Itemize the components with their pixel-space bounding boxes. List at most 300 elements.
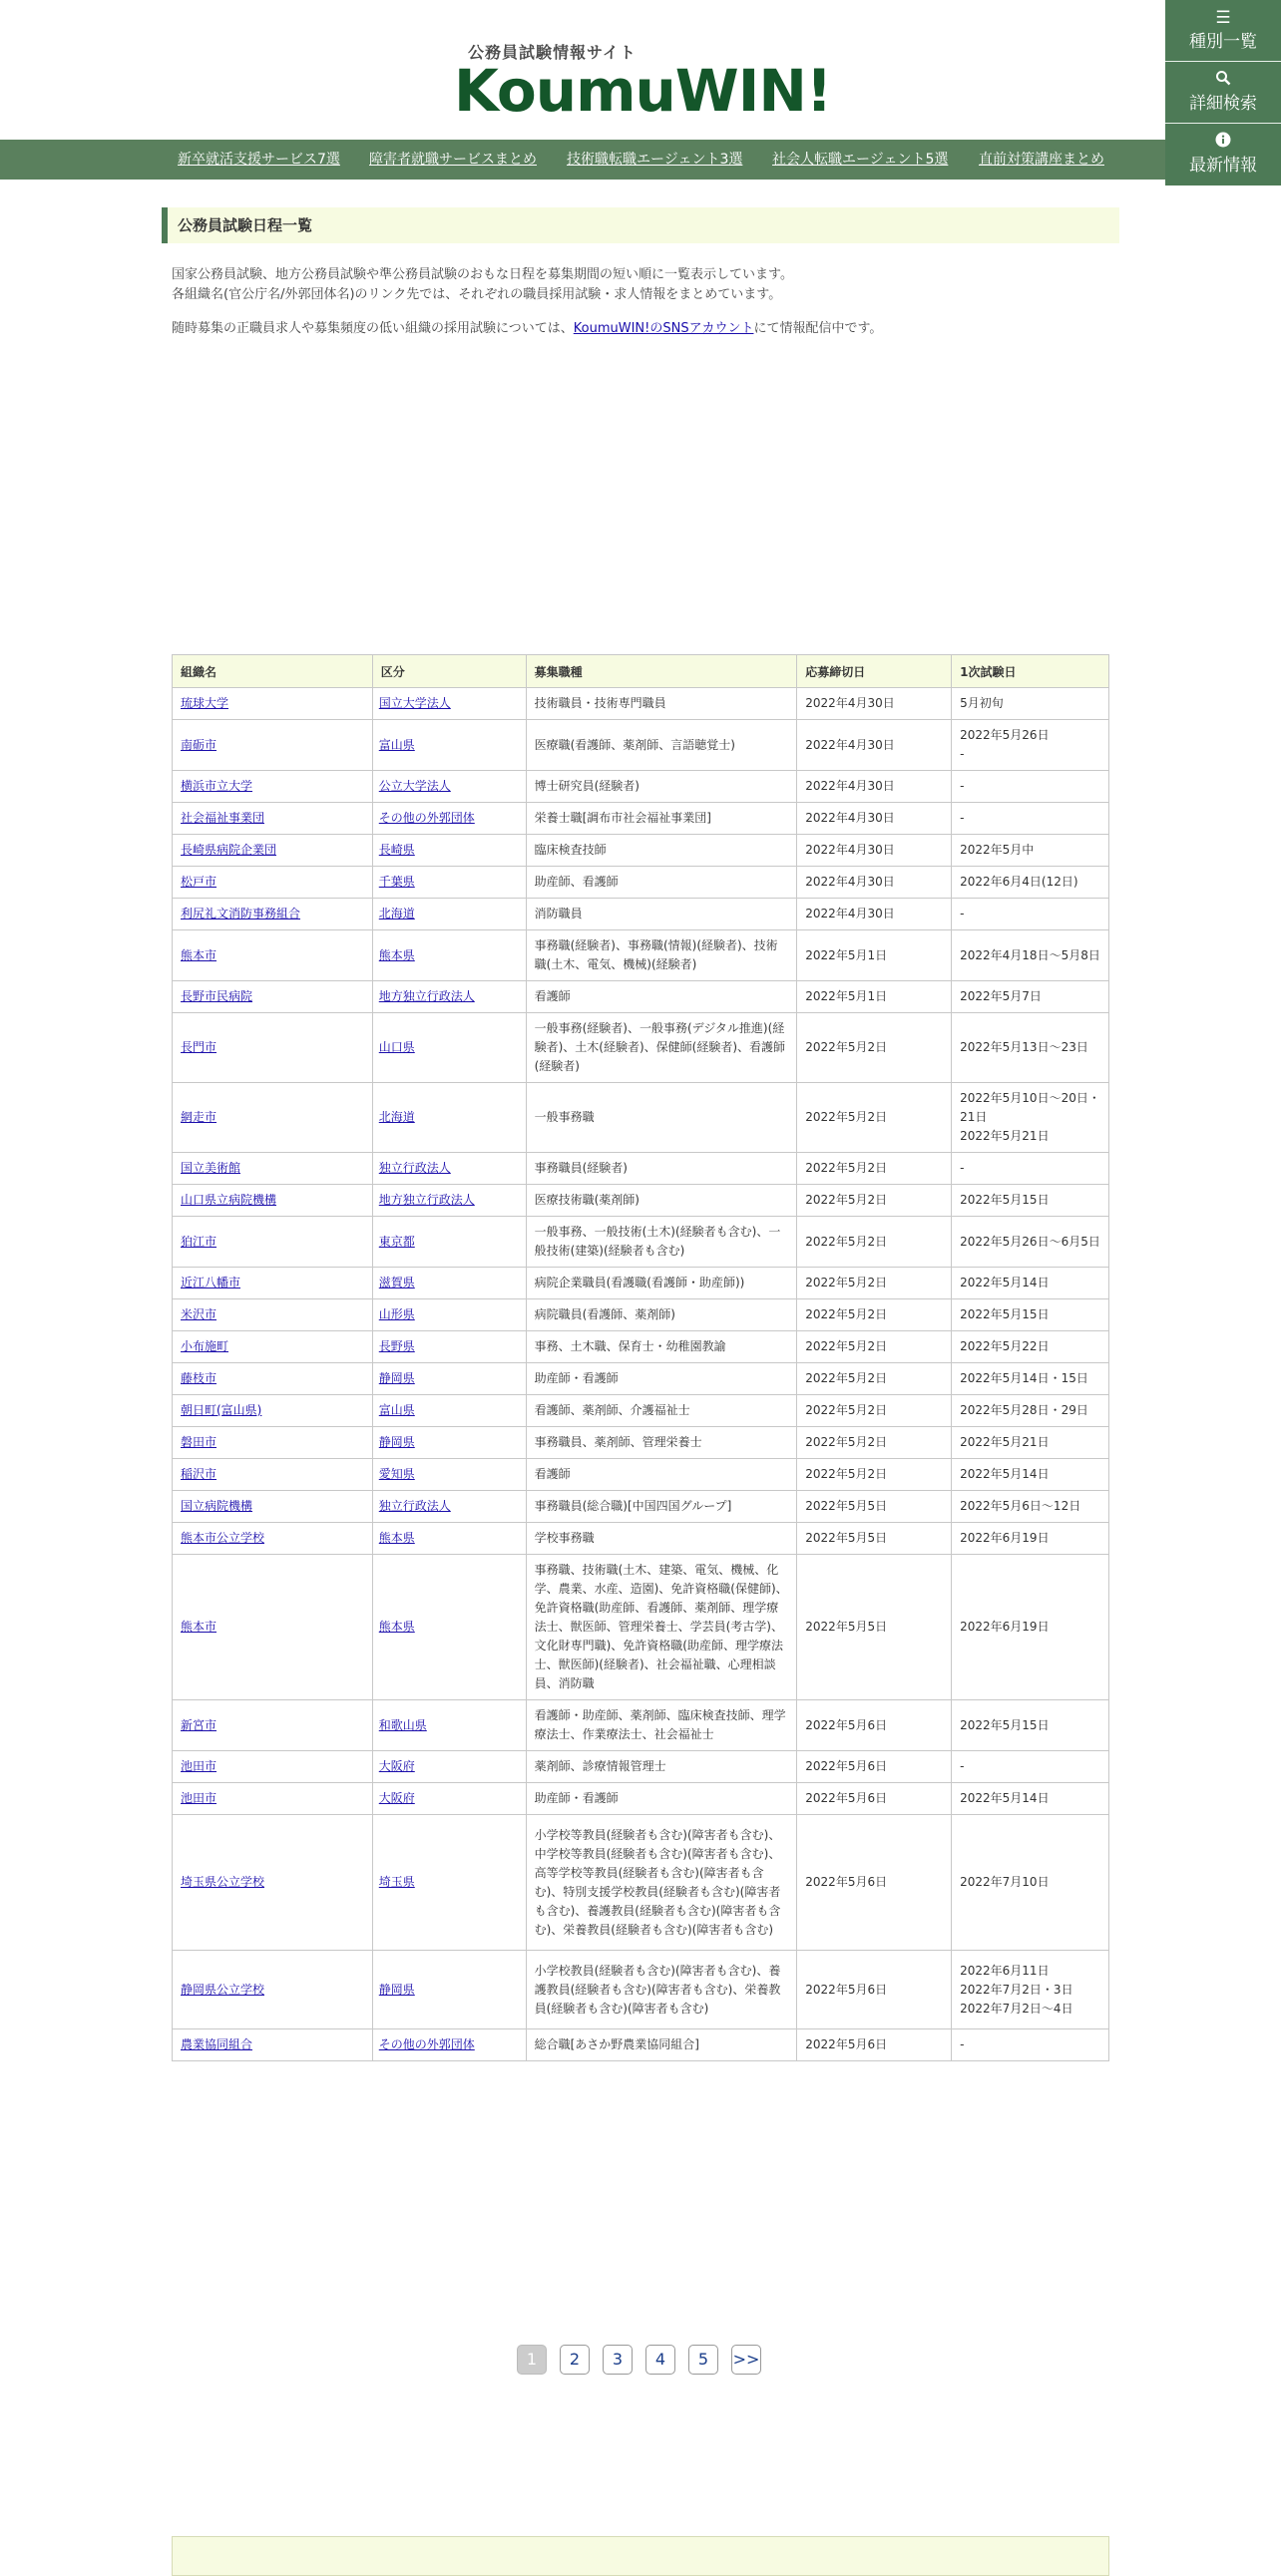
cell-first-exam	[952, 2029, 1109, 2061]
cell-category	[372, 835, 526, 867]
cell-positions	[526, 930, 797, 981]
col-header-positions: 募集職種	[526, 655, 797, 688]
cell-positions	[526, 1427, 797, 1459]
category-link[interactable]: 地方独立行政法人	[378, 989, 475, 1003]
category-link[interactable]: 埼玉県	[378, 1875, 415, 1889]
cell-positions	[526, 1268, 797, 1299]
category-link[interactable]: 公立大学法人	[378, 779, 451, 793]
cell-positions-text: 一般事務(経験者)、一般事務(デジタル推進)(経験者)、土木(経験者)、保健師(経験者)、看護師(経験者)	[534, 1021, 786, 1073]
cell-first-exam	[952, 1783, 1109, 1815]
cell-org	[173, 720, 373, 771]
cell-first-exam	[952, 1083, 1109, 1153]
cell-first-exam	[952, 1363, 1109, 1395]
category-link[interactable]: 北海道	[378, 907, 415, 920]
category-link[interactable]: 長野県	[378, 1339, 415, 1353]
cell-first-exam	[952, 867, 1109, 899]
cell-positions	[526, 803, 797, 835]
cell-deadline-text: 2022年5月6日	[805, 1982, 888, 1997]
intro-sns	[172, 319, 1119, 339]
cell-first-exam-text: 2022年5月15日	[960, 1307, 1050, 1321]
cell-org	[173, 1783, 373, 1815]
cell-first-exam	[952, 1751, 1109, 1783]
cell-positions	[526, 1815, 797, 1951]
cell-positions-text: 小学校等教員(経験者も含む)(障害者も含む)、中学校等教員(経験者も含む)(障害者も含む)、高等学校等教員(経験者も含む)(障害者も含む)、特別支援学校教員(経験者も含む)(障害者も含む)、養護教員(経験者も含む)(障害者も含む)、栄養教員(経験者も含む)(障害者も含む)	[534, 1827, 781, 1937]
cell-category	[372, 1491, 526, 1523]
cell-first-exam-text: 2022年4月18日～5月8日	[960, 947, 1100, 962]
cell-positions-text: 助産師・看護師	[534, 1791, 619, 1805]
table-header-row	[173, 655, 1109, 688]
cell-positions-text: 看護師	[534, 989, 571, 1003]
table-row	[173, 1153, 1109, 1185]
cell-positions-text: 助産師、看護師	[534, 875, 619, 889]
cell-positions	[526, 1951, 797, 2029]
cell-positions	[526, 1783, 797, 1815]
org-link[interactable]: 近江八幡市	[181, 1276, 241, 1289]
cell-category	[372, 1459, 526, 1491]
table-row	[173, 1555, 1109, 1700]
cell-positions-text: 博士研究員(経験者)	[534, 779, 640, 793]
table-row	[173, 1700, 1109, 1751]
cell-first-exam-text: 2022年5月26日～6月5日	[960, 1234, 1100, 1249]
org-link[interactable]: 磐田市	[181, 1435, 217, 1449]
cell-deadline	[797, 930, 952, 981]
category-link[interactable]: 静岡県	[378, 1371, 415, 1385]
org-link[interactable]: 米沢市	[181, 1307, 217, 1321]
category-link[interactable]: その他の外郭団体	[378, 811, 475, 825]
cell-deadline	[797, 981, 952, 1013]
cell-first-exam	[952, 688, 1109, 720]
table-row	[173, 1815, 1109, 1951]
org-link[interactable]: 池田市	[181, 1791, 217, 1805]
cell-category	[372, 1185, 526, 1217]
cell-org	[173, 1185, 373, 1217]
cell-deadline-text: 2022年5月2日	[805, 1339, 888, 1353]
cell-deadline	[797, 1217, 952, 1268]
side-menu	[1165, 0, 1281, 185]
cell-first-exam-text: 2022年5月14日	[960, 1276, 1050, 1289]
cell-deadline-text: 2022年5月6日	[805, 1717, 888, 1732]
side-menu-latest-info[interactable]	[1165, 124, 1281, 185]
category-link[interactable]: 静岡県	[378, 1982, 415, 1997]
cell-first-exam-text: 2022年6月11日 2022年7月2日・3日 2022年7月2日～4日	[960, 1963, 1073, 2016]
cell-first-exam	[952, 1459, 1109, 1491]
cell-first-exam	[952, 1700, 1109, 1751]
intro-sns-pre: 随時募集の正職員求人や募集頻度の低い組織の採用試験については、	[172, 321, 574, 336]
cell-category	[372, 1153, 526, 1185]
table-row	[173, 2029, 1109, 2061]
cell-first-exam-text: 2022年5月6日～12日	[960, 1499, 1081, 1513]
cell-first-exam-text: 2022年7月10日	[960, 1875, 1050, 1889]
category-link[interactable]: 富山県	[378, 737, 415, 752]
category-link[interactable]: 地方独立行政法人	[378, 1193, 475, 1207]
table-row	[173, 1459, 1109, 1491]
cell-category	[372, 1951, 526, 2029]
category-link[interactable]: 独立行政法人	[378, 1499, 451, 1513]
table-row	[173, 1491, 1109, 1523]
cell-positions-text: 医療技術職(薬剤師)	[534, 1193, 640, 1207]
cell-deadline-text: 2022年5月6日	[805, 1759, 888, 1773]
category-link[interactable]: 大阪府	[378, 1759, 415, 1773]
cell-first-exam	[952, 1331, 1109, 1363]
cell-positions	[526, 899, 797, 930]
cell-first-exam	[952, 803, 1109, 835]
cell-category	[372, 1700, 526, 1751]
cell-positions-text: 事務、土木職、保育士・幼稚園教諭	[534, 1339, 726, 1353]
category-link[interactable]: 和歌山県	[378, 1717, 427, 1732]
org-link[interactable]: 新宮市	[181, 1717, 217, 1732]
org-link[interactable]: 利尻礼文消防事務組合	[181, 907, 301, 920]
cell-first-exam-text: 2022年6月4日(12日)	[960, 875, 1078, 889]
category-link[interactable]: 滋賀県	[378, 1276, 415, 1289]
category-link[interactable]: その他の外郭団体	[378, 2037, 475, 2051]
org-link[interactable]: 熊本市	[181, 947, 217, 962]
cell-deadline	[797, 1459, 952, 1491]
cell-first-exam-text: 2022年5月15日	[960, 1193, 1050, 1207]
cell-deadline-text: 2022年4月30日	[805, 779, 895, 793]
cell-deadline	[797, 1815, 952, 1951]
cell-first-exam	[952, 1523, 1109, 1555]
org-link[interactable]: 藤枝市	[181, 1371, 217, 1385]
cell-first-exam-text: 2022年5月15日	[960, 1717, 1050, 1732]
cell-org	[173, 1700, 373, 1751]
cell-first-exam-text: 2022年5月22日	[960, 1339, 1050, 1353]
cell-deadline-text: 2022年5月6日	[805, 2037, 888, 2051]
cell-positions	[526, 771, 797, 803]
cell-org	[173, 1951, 373, 2029]
cell-category	[372, 1815, 526, 1951]
cell-deadline-text: 2022年5月1日	[805, 989, 888, 1003]
pagination-page[interactable]: 5	[688, 2345, 718, 2375]
col-header-category: 区分	[372, 655, 526, 688]
org-link[interactable]: 狛江市	[181, 1234, 217, 1249]
cell-positions-text: 薬剤師、診療情報管理士	[534, 1759, 666, 1773]
cell-org	[173, 1268, 373, 1299]
cell-first-exam-text: 2022年5月14日	[960, 1467, 1050, 1481]
cell-org	[173, 771, 373, 803]
table-body	[173, 688, 1109, 2061]
org-link[interactable]: 長門市	[181, 1040, 217, 1054]
org-link[interactable]: 松戸市	[181, 875, 217, 889]
cell-positions	[526, 1363, 797, 1395]
intro-sns-post: にて情報配信中です。	[753, 321, 883, 336]
cell-positions	[526, 835, 797, 867]
cell-deadline-text: 2022年5月5日	[805, 1620, 888, 1634]
cell-first-exam-text: -	[960, 779, 965, 793]
category-link[interactable]: 大阪府	[378, 1791, 415, 1805]
side-menu-label: 詳細検索	[1189, 94, 1257, 114]
table-row	[173, 1268, 1109, 1299]
cell-deadline-text: 2022年4月30日	[805, 843, 895, 857]
cell-positions	[526, 1083, 797, 1153]
site-logo[interactable]	[454, 30, 833, 125]
cell-org	[173, 1491, 373, 1523]
cell-positions	[526, 1013, 797, 1083]
cell-deadline-text: 2022年5月6日	[805, 1791, 888, 1805]
category-link[interactable]: 熊本県	[378, 947, 415, 962]
cell-category	[372, 688, 526, 720]
cell-deadline	[797, 1331, 952, 1363]
cell-positions	[526, 1523, 797, 1555]
org-link[interactable]: 南砺市	[181, 737, 217, 752]
cell-positions	[526, 1185, 797, 1217]
cell-positions-text: 一般事務、一般技術(土木)(経験者も含む)、一般技術(建築)(経験者も含む)	[534, 1225, 781, 1258]
exam-schedule-table	[172, 654, 1109, 2061]
cell-deadline-text: 2022年5月2日	[805, 1193, 888, 1207]
side-menu-label: 最新情報	[1189, 156, 1257, 176]
nav-link-disability[interactable]: 障害者就職サービスまとめ	[369, 152, 537, 168]
cell-first-exam-text: 2022年5月28日・29日	[960, 1403, 1088, 1417]
cell-first-exam-text: 2022年5月26日 -	[960, 728, 1050, 761]
cell-positions-text: 技術職員・技術専門職員	[534, 696, 666, 710]
cell-deadline	[797, 803, 952, 835]
col-header-deadline: 応募締切日	[797, 655, 952, 688]
cell-first-exam-text: 2022年6月19日	[960, 1620, 1050, 1634]
cell-first-exam	[952, 1299, 1109, 1331]
cell-org	[173, 930, 373, 981]
org-link[interactable]: 長野市民病院	[181, 989, 253, 1003]
cell-deadline-text: 2022年4月30日	[805, 811, 895, 825]
pagination-next[interactable]: >>	[731, 2345, 761, 2375]
main-content	[162, 207, 1119, 2369]
cell-positions	[526, 1555, 797, 1700]
cell-deadline	[797, 720, 952, 771]
cell-org	[173, 1751, 373, 1783]
cell-first-exam-text: -	[960, 907, 965, 920]
cell-category	[372, 899, 526, 930]
org-link[interactable]: 稲沢市	[181, 1467, 217, 1481]
pagination	[517, 2345, 776, 2379]
cell-positions	[526, 688, 797, 720]
cell-org	[173, 1459, 373, 1491]
nav-link-new-grad[interactable]: 新卒就活支援サービス7選	[178, 152, 340, 168]
cell-first-exam-text: 2022年5月10日～20日・21日 2022年5月21日	[960, 1091, 1100, 1143]
pagination-page[interactable]: 3	[603, 2345, 633, 2375]
cell-deadline	[797, 1299, 952, 1331]
cell-first-exam-text: 2022年5月13日～23日	[960, 1040, 1088, 1054]
org-link[interactable]: 国立病院機構	[181, 1499, 253, 1513]
cell-deadline	[797, 1083, 952, 1153]
category-link[interactable]: 北海道	[378, 1110, 415, 1124]
col-header-org: 組織名	[173, 655, 373, 688]
info-icon	[1165, 132, 1281, 152]
intro-line-1: 国家公務員試験、地方公務員試験や準公務員試験のおもな日程を募集期間の短い順に一覧表示しています。	[172, 267, 793, 282]
site-header	[0, 0, 1281, 140]
cell-deadline	[797, 1523, 952, 1555]
cell-positions-text: 臨床検査技師	[534, 843, 607, 857]
pagination-page[interactable]: 2	[560, 2345, 590, 2375]
cell-deadline-text: 2022年5月5日	[805, 1531, 888, 1545]
cell-first-exam-text: -	[960, 1759, 965, 1773]
page-title: 公務員試験日程一覧	[162, 207, 1119, 243]
cell-category	[372, 803, 526, 835]
cell-first-exam	[952, 1491, 1109, 1523]
cell-deadline-text: 2022年4月30日	[805, 875, 895, 889]
cell-deadline-text: 2022年5月2日	[805, 1276, 888, 1289]
cell-category	[372, 1555, 526, 1700]
table-row	[173, 803, 1109, 835]
cell-first-exam	[952, 930, 1109, 981]
col-header-first-exam: 1次試験日	[952, 655, 1109, 688]
table-row	[173, 1083, 1109, 1153]
cell-org	[173, 1153, 373, 1185]
cell-org	[173, 1555, 373, 1700]
org-link[interactable]: 熊本市公立学校	[181, 1531, 265, 1545]
cell-deadline-text: 2022年5月2日	[805, 1040, 888, 1054]
cell-category	[372, 1523, 526, 1555]
cell-first-exam	[952, 1217, 1109, 1268]
cell-org	[173, 1331, 373, 1363]
cell-deadline	[797, 1153, 952, 1185]
table-row	[173, 1951, 1109, 2029]
cell-org	[173, 899, 373, 930]
category-link[interactable]: 富山県	[378, 1403, 415, 1417]
cell-first-exam	[952, 720, 1109, 771]
cell-positions	[526, 867, 797, 899]
cell-first-exam	[952, 1185, 1109, 1217]
cell-first-exam-text: -	[960, 1161, 965, 1175]
cell-deadline	[797, 867, 952, 899]
nav-link-career-agent[interactable]: 社会人転職エージェント5選	[772, 152, 949, 168]
cell-first-exam-text: -	[960, 811, 965, 825]
cell-deadline	[797, 835, 952, 867]
category-link[interactable]: 熊本県	[378, 1531, 415, 1545]
cell-deadline-text: 2022年5月5日	[805, 1499, 888, 1513]
cell-category	[372, 1331, 526, 1363]
cell-positions	[526, 981, 797, 1013]
table-row	[173, 1013, 1109, 1083]
sns-account-link[interactable]: KoumuWIN!のSNSアカウント	[573, 321, 754, 336]
cell-deadline-text: 2022年5月2日	[805, 1234, 888, 1249]
cell-first-exam-text: 5月初旬	[960, 696, 1004, 710]
cell-deadline	[797, 1951, 952, 2029]
cell-positions-text: 一般事務職	[534, 1110, 595, 1124]
category-link[interactable]: 静岡県	[378, 1435, 415, 1449]
cell-deadline-text: 2022年5月2日	[805, 1467, 888, 1481]
cell-positions-text: 消防職員	[534, 907, 583, 920]
category-link[interactable]: 国立大学法人	[378, 696, 451, 710]
table-row	[173, 835, 1109, 867]
cell-positions-text: 医療職(看護師、薬剤師、言語聴覚士)	[534, 737, 735, 752]
cell-positions	[526, 1459, 797, 1491]
cell-deadline-text: 2022年4月30日	[805, 696, 895, 710]
cell-positions-text: 事務職員(経験者)	[534, 1161, 628, 1175]
cell-category	[372, 1217, 526, 1268]
org-link[interactable]: 農業協同組合	[181, 2037, 253, 2051]
cell-first-exam-text: 2022年5月14日・15日	[960, 1371, 1088, 1385]
category-link[interactable]: 愛知県	[378, 1467, 415, 1481]
cell-category	[372, 1751, 526, 1783]
cell-category	[372, 1268, 526, 1299]
cell-deadline	[797, 1185, 952, 1217]
search-icon	[1165, 70, 1281, 90]
cell-org	[173, 1815, 373, 1951]
cell-category	[372, 2029, 526, 2061]
table-row	[173, 1395, 1109, 1427]
intro-line-2: 各組織名(官公庁名/外郭団体名)のリンク先では、それぞれの職員採用試験・求人情報をまとめています。	[172, 287, 782, 302]
cell-deadline	[797, 1363, 952, 1395]
category-link[interactable]: 東京都	[378, 1234, 415, 1249]
side-menu-category-list[interactable]	[1165, 0, 1281, 62]
cell-category	[372, 1013, 526, 1083]
table-row	[173, 1217, 1109, 1268]
cell-positions-text: 事務職員、薬剤師、管理栄養士	[534, 1435, 702, 1449]
table-row	[173, 688, 1109, 720]
cell-positions	[526, 1217, 797, 1268]
cell-positions-text: 総合職[あさか野農業協同組合]	[534, 2037, 699, 2051]
cell-positions-text: 看護師	[534, 1467, 571, 1481]
cell-deadline-text: 2022年5月6日	[805, 1875, 888, 1889]
cell-category	[372, 930, 526, 981]
cell-deadline	[797, 1751, 952, 1783]
cell-first-exam-text: 2022年5月中	[960, 843, 1035, 857]
side-menu-detail-search[interactable]	[1165, 62, 1281, 124]
cell-category	[372, 720, 526, 771]
org-link[interactable]: 埼玉県公立学校	[181, 1875, 265, 1889]
nav-link-prep-course[interactable]: 直前対策講座まとめ	[979, 152, 1104, 168]
cell-category	[372, 1427, 526, 1459]
category-link[interactable]: 千葉県	[378, 875, 415, 889]
cell-positions-text: 助産師・看護師	[534, 1371, 619, 1385]
org-link[interactable]: 山口県立病院機構	[181, 1193, 277, 1207]
intro-text	[172, 265, 1119, 305]
cell-org	[173, 1217, 373, 1268]
cell-category	[372, 1363, 526, 1395]
category-link[interactable]: 山形県	[378, 1307, 415, 1321]
cell-org	[173, 981, 373, 1013]
site-name	[454, 57, 832, 125]
pagination-page[interactable]: 1	[517, 2345, 547, 2375]
org-link[interactable]: 長崎県病院企業団	[181, 843, 277, 857]
table-row	[173, 1783, 1109, 1815]
org-link[interactable]: 池田市	[181, 1759, 217, 1773]
cell-category	[372, 1083, 526, 1153]
site-subtitle: 公務員試験情報サイト	[468, 43, 637, 62]
nav-link-tech-agent[interactable]: 技術職転職エージェント3選	[567, 152, 743, 168]
org-link[interactable]: 静岡県公立学校	[181, 1982, 265, 1997]
org-link[interactable]: 社会福祉事業団	[181, 811, 265, 825]
cell-org	[173, 867, 373, 899]
cell-deadline	[797, 1700, 952, 1751]
org-link[interactable]: 琉球大学	[181, 696, 229, 710]
org-link[interactable]: 小布施町	[181, 1339, 229, 1353]
cell-first-exam	[952, 1951, 1109, 2029]
cell-deadline	[797, 1491, 952, 1523]
table-row	[173, 930, 1109, 981]
org-link[interactable]: 朝日町(富山県)	[181, 1403, 262, 1417]
cell-org	[173, 1083, 373, 1153]
category-link[interactable]: 長崎県	[378, 843, 415, 857]
menu-icon: ☰	[1215, 8, 1231, 28]
org-link[interactable]: 網走市	[181, 1110, 217, 1124]
category-link[interactable]: 熊本県	[378, 1620, 415, 1634]
cell-org	[173, 835, 373, 867]
cell-first-exam	[952, 981, 1109, 1013]
cell-first-exam-text: -	[960, 2037, 965, 2051]
table-row	[173, 720, 1109, 771]
cell-positions	[526, 1299, 797, 1331]
org-link[interactable]: 熊本市	[181, 1620, 217, 1634]
cell-positions-text: 事務職(経験者)、事務職(情報)(経験者)、技術職(土木、電気、機械)(経験者)	[534, 938, 778, 971]
cell-positions	[526, 1491, 797, 1523]
cell-org	[173, 1395, 373, 1427]
category-link[interactable]: 山口県	[378, 1040, 415, 1054]
org-link[interactable]: 横浜市立大学	[181, 779, 253, 793]
org-link[interactable]: 国立美術館	[181, 1161, 241, 1175]
pagination-page[interactable]: 4	[645, 2345, 675, 2375]
category-link[interactable]: 独立行政法人	[378, 1161, 451, 1175]
cell-category	[372, 867, 526, 899]
cell-first-exam	[952, 1268, 1109, 1299]
